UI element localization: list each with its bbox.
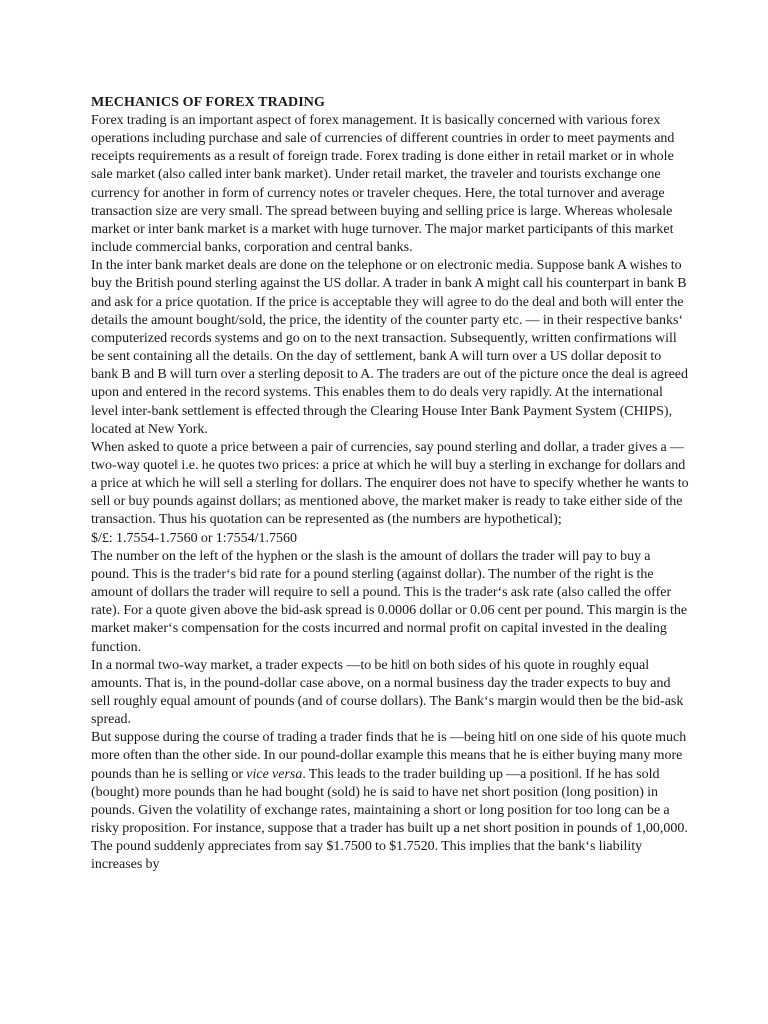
paragraph: When asked to quote a price between a pair of currencies, say pound sterling and dollar, a trader gives a —two-way quote‖ i.e. he quotes two prices: a price at which he will buy a sterling in exchange for dollars and a price at which he will sell a sterling for dollars. The enquirer does not have to specify whether he wants to sell or buy pounds against dollars; as mentioned above, the market maker is ready to take either side of the transaction. Thus his quotation can be represented as (the numbers are hypothetical); (91, 439, 689, 528)
document-page (91, 94, 691, 875)
paragraph-text: But suppose during the course of trading a trader finds that he is —being hit‖ on one side of his quote much more often than the other side. In our pound-dollar example this means that he is either buying many more pounds than he is selling or (91, 730, 687, 782)
paragraph: Forex trading is an important aspect of forex management. It is basically concerned with various forex operations including purchase and sale of currencies of different countries in order to meet payments and receipts requirements as a result of foreign trade. Forex trading is done either in retail market or in whole sale market (also called inter bank market). Under retail market, the traveler and tourists exchange one currency for another in form of currency notes or traveler cheques. Here, the total turnover and average transaction size are very small. The spread between buying and selling price is large. Whereas wholesale market or inter bank market is a market with huge turnover. The major market participants of this market include commercial banks, corporation and central banks. (91, 113, 675, 256)
paragraph (91, 729, 691, 874)
document-title: MECHANICS OF FOREX TRADING (91, 95, 326, 110)
quote-line: $/£: 1.7554-1.7560 or 1:7554/1.7560 (91, 530, 297, 546)
paragraph: The number on the left of the hyphen or the slash is the amount of dollars the trader will pay to buy a pound. This is the trader‘s bid rate for a pound sterling (against dollar). The number of the right is the amount of dollars the trader will require to sell a pound. This is the trader‘s ask rate (also called the offer rate). For a quote given above the bid-ask spread is 0.0006 dollar or 0.06 cent per pound. This margin is the market maker‘s compensation for the costs incurred and normal profit on capital invested in the dealing function. (91, 548, 688, 655)
italic-term: vice versa (246, 766, 303, 782)
paragraph-text: . This leads to the trader building up —a position‖. If he has sold (bought) more pounds than he had bought (sold) he is said to have net short position (long position) in pounds. Given the volatility of exchange rates, maintaining a short or long position for too long can be a risky proposition. For instance, suppose that a trader has built up a net short position in pounds of 1,00,000. The pound suddenly appreciates from say $1.7500 to $1.7520. This implies that the bank‘s liability increases by (91, 766, 688, 873)
paragraph: In a normal two-way market, a trader expects —to be hit‖ on both sides of his quote in roughly equal amounts. That is, in the pound-dollar case above, on a normal business day the trader expects to buy and sell roughly equal amount of pounds (and of course dollars). The Bank‘s margin would then be the bid-ask spread. (91, 657, 684, 728)
paragraph: In the inter bank market deals are done on the telephone or on electronic media. Suppose bank A wishes to buy the British pound sterling against the US dollar. A trader in bank A might call his counterpart in bank B and ask for a price quotation. If the price is acceptable they will agree to do the deal and both will enter the details the amount bought/sold, the price, the identity of the counter party etc. — in their respective banks‘ computerized records systems and go on to the next transaction. Subsequently, written confirmations will be sent containing all the details. On the day of settlement, bank A will turn over a US dollar deposit to bank B and B will turn over a sterling deposit to A. The traders are out of the picture once the deal is agreed upon and entered in the record systems. This enables them to do deals very rapidly. At the international level inter-bank settlement is effected through the Clearing House Inter Bank Payment System (CHIPS), located at New York. (91, 258, 688, 437)
